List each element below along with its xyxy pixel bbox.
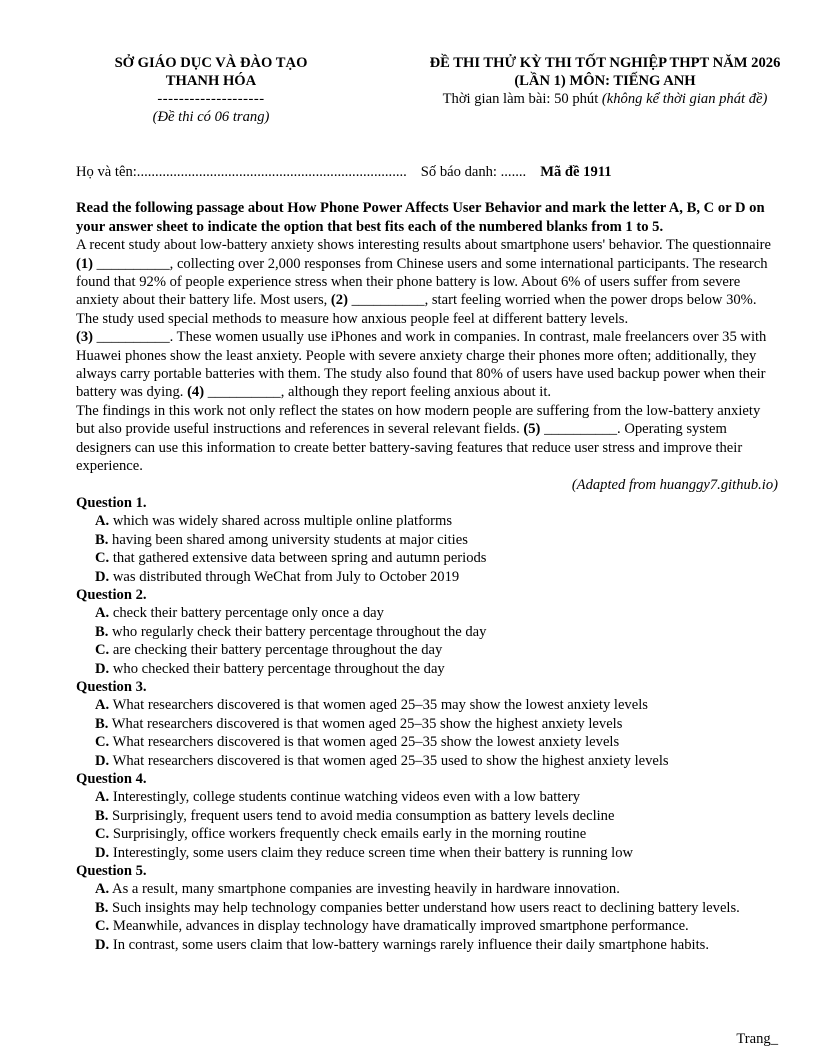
- passage-paragraph-1: A recent study about low-battery anxiety shows interesting results about smartphone users' behavior. The questionnaire (1) __________, collecting over 2,000 responses from Chinese users and some international participants. The research found that 92% of people experience stress when their phone battery is low. About 6% of users suffer from severe anxiety about their battery life. Most users, (2) __________, start feeling worried when the power drops below 30%. The study used special methods to measure how anxious people feel at different battery levels.: [76, 237, 771, 327]
- exam-page: [76, 54, 781, 954]
- option-text: having been shared among university students at major cities: [108, 531, 468, 548]
- answer-option[interactable]: [76, 531, 778, 549]
- answer-option[interactable]: [76, 880, 778, 898]
- option-text: Meanwhile, advances in display technology have dramatically improved smartphone performance.: [109, 918, 689, 935]
- time-note: (không kể thời gian phát đề): [601, 91, 768, 107]
- option-text: which was widely shared across multiple online platforms: [109, 513, 453, 530]
- exam-subject: (LẦN 1) MÔN: TIẾNG ANH: [514, 73, 696, 89]
- candidate-number-label: Số báo danh: .......: [420, 164, 527, 180]
- passage-paragraph-2: (3) __________. These women usually use iPhones and work in companies. In contrast, male freelancers over 35 with Huawei phones show the least anxiety. People with severe anxiety charge their phones more often; additionally, they always carry portable batteries with them. The study also found that 80% of users have used backup power when their battery was dying. (4) __________, although they report feeling anxious about it.: [76, 329, 767, 401]
- blank-5: (5): [523, 421, 541, 438]
- option-letter: A.: [95, 881, 110, 898]
- answer-option[interactable]: [76, 568, 778, 586]
- time-info: [390, 90, 816, 108]
- option-text: Interestingly, some users claim they reduce screen time when their battery is running low: [109, 844, 634, 861]
- exam-code: Mã đề 1911: [540, 164, 612, 180]
- answer-option[interactable]: [76, 825, 778, 843]
- department-name: SỞ GIÁO DỤC VÀ ĐÀO TẠO: [114, 55, 308, 71]
- option-text: Surprisingly, frequent users tend to avoid media consumption as battery levels decline: [108, 807, 615, 824]
- passage-source: (Adapted from huanggy7.github.io): [571, 476, 778, 493]
- answer-option[interactable]: [76, 696, 778, 714]
- answer-option[interactable]: [76, 807, 778, 825]
- answer-option[interactable]: [76, 899, 778, 917]
- name-blank: ..........................................................................: [136, 164, 407, 180]
- passage-paragraph-3: The findings in this work not only reflect the states on how modern people are suffering from the low-battery anxiety but also provide useful instructions and references in several relevant fields. (5) __________. Operating system designers can use this information to create better battery-saving features that reduce user stress and improve their experience.: [76, 402, 761, 475]
- option-letter: C.: [95, 642, 110, 659]
- option-letter: C.: [95, 918, 110, 935]
- option-letter: D.: [95, 568, 110, 585]
- option-letter: D.: [95, 660, 110, 677]
- exam-header: [76, 54, 781, 126]
- reading-passage: [76, 236, 778, 494]
- option-text: In contrast, some users claim that low-battery warnings rarely influence their daily smartphone habits.: [109, 936, 709, 953]
- question-4: [76, 770, 778, 862]
- question-list: [76, 494, 778, 954]
- option-text: What researchers discovered is that women aged 25–35 may show the lowest anxiety levels: [109, 697, 648, 714]
- option-text: who checked their battery percentage throughout the day: [109, 660, 445, 677]
- question-3: [76, 678, 778, 770]
- exam-title-block: [390, 54, 816, 126]
- option-text: As a result, many smartphone companies are investing heavily in hardware innovation.: [109, 881, 620, 898]
- answer-option[interactable]: [76, 623, 778, 641]
- answer-option[interactable]: [76, 641, 778, 659]
- answer-option[interactable]: [76, 788, 778, 806]
- option-text: Such insights may help technology companies better understand how users react to declining battery levels.: [108, 899, 740, 916]
- option-text: Surprisingly, office workers frequently check emails early in the morning routine: [109, 826, 587, 843]
- question-title: Question 3.: [76, 678, 147, 695]
- blank-3: (3): [76, 329, 94, 346]
- option-text: who regularly check their battery percentage throughout the day: [108, 623, 487, 640]
- answer-option[interactable]: [76, 752, 778, 770]
- option-text: What researchers discovered is that women aged 25–35 used to show the highest anxiety levels: [109, 752, 669, 769]
- name-label: Họ và tên:: [76, 164, 137, 180]
- answer-option[interactable]: [76, 604, 778, 622]
- answer-option[interactable]: [76, 660, 778, 678]
- option-letter: D.: [95, 844, 110, 861]
- time-label: Thời gian làm bài: 50 phút: [442, 91, 602, 107]
- option-letter: A.: [95, 513, 110, 530]
- exam-title: ĐỀ THI THỬ KỲ THI TỐT NGHIỆP THPT NĂM 2026: [429, 55, 781, 71]
- option-text: that gathered extensive data between spring and autumn periods: [109, 550, 487, 567]
- question-5: [76, 862, 778, 954]
- option-text: was distributed through WeChat from July to October 2019: [109, 568, 460, 585]
- province-name: THANH HÓA: [165, 73, 257, 89]
- page-count-note: (Đề thi có 06 trang): [152, 109, 270, 125]
- question-title: Question 2.: [76, 586, 147, 603]
- answer-option[interactable]: [76, 733, 778, 751]
- option-letter: A.: [95, 789, 110, 806]
- option-letter: B.: [95, 899, 109, 916]
- question-title: Question 1.: [76, 494, 147, 511]
- option-letter: B.: [95, 807, 109, 824]
- answer-option[interactable]: [76, 844, 778, 862]
- option-letter: D.: [95, 752, 110, 769]
- option-text: What researchers discovered is that women aged 25–35 show the lowest anxiety levels: [109, 734, 620, 751]
- option-letter: B.: [95, 531, 109, 548]
- instruction: Read the following passage about How Phone Power Affects User Behavior and mark the letter A, B, C or D on your answer sheet to indicate the option that best fits each of the numbered blanks from 1 to 5.: [76, 200, 765, 235]
- option-letter: B.: [95, 715, 109, 732]
- option-letter: C.: [95, 550, 110, 567]
- answer-option[interactable]: [76, 917, 778, 935]
- candidate-info: [76, 163, 778, 181]
- option-letter: D.: [95, 936, 110, 953]
- answer-option[interactable]: [76, 512, 778, 530]
- department-block: [66, 54, 356, 126]
- option-letter: C.: [95, 734, 110, 751]
- option-text: are checking their battery percentage throughout the day: [109, 642, 443, 659]
- option-text: check their battery percentage only once a day: [109, 605, 384, 622]
- blank-1: (1): [76, 255, 94, 272]
- question-1: [76, 494, 778, 586]
- blank-2: (2): [330, 292, 348, 309]
- option-letter: A.: [95, 605, 110, 622]
- answer-option[interactable]: [76, 936, 778, 954]
- option-letter: B.: [95, 623, 109, 640]
- question-title: Question 5.: [76, 863, 147, 880]
- question-2: [76, 586, 778, 678]
- option-text: Interestingly, college students continue watching videos even with a low battery: [109, 789, 580, 806]
- blank-4: (4): [187, 384, 205, 401]
- option-letter: A.: [95, 697, 110, 714]
- answer-option[interactable]: [76, 715, 778, 733]
- option-text: What researchers discovered is that women aged 25–35 show the highest anxiety levels: [108, 715, 623, 732]
- option-letter: C.: [95, 826, 110, 843]
- answer-option[interactable]: [76, 549, 778, 567]
- page-footer: Trang_: [736, 1030, 778, 1047]
- question-title: Question 4.: [76, 771, 147, 787]
- divider-dashes: --------------------: [157, 91, 265, 107]
